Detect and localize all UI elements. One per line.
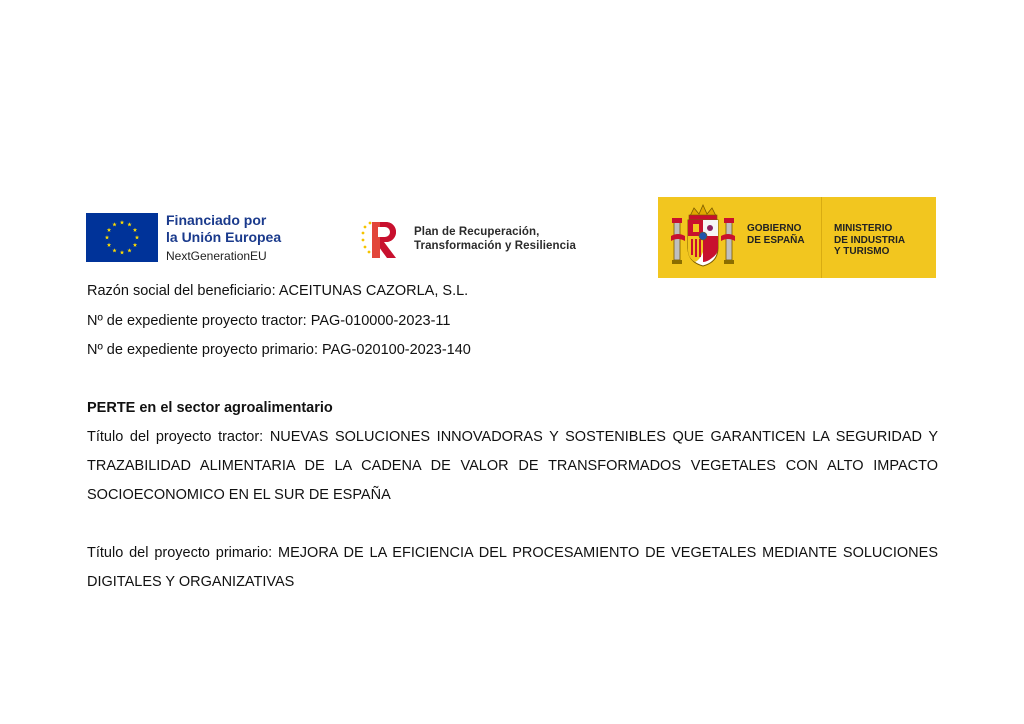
titulo-proyecto-tractor: Título del proyecto tractor: NUEVAS SOLUCIONES INNOVADORAS Y SOSTENIBLES QUE GARANTICEN LA SEGURIDAD Y TRAZABILIDAD ALIMENTARIA DE LA CADENA DE VALOR DE TRANSFORMADOS VEGETALES CON ALTO IMPACTO SOCIOECONOMICO EN EL SUR DE ESPAÑA	[87, 429, 938, 503]
perte-heading: PERTE en el sector agroalimentario	[87, 400, 333, 416]
government-logo	[658, 197, 936, 278]
eu-star-icon	[127, 248, 131, 252]
expediente-primario-text: Nº de expediente proyecto primario: PAG-020100-2023-140	[87, 342, 471, 358]
recovery-plan-logo	[360, 218, 576, 260]
eu-star-icon	[120, 220, 124, 224]
recovery-plan-line2: Transformación y Resiliencia	[414, 240, 576, 252]
eu-logo-line3: NextGenerationEU	[166, 249, 267, 263]
logo-divider	[821, 197, 822, 278]
ministerio-label: MINISTERIO DE INDUSTRIA Y TURISMO	[834, 223, 906, 257]
eu-star-icon	[127, 222, 131, 226]
eu-flag-icon	[86, 213, 158, 262]
eu-star-icon	[135, 235, 139, 239]
razon-social-text: Razón social del beneficiario: ACEITUNAS CAZORLA, S.L.	[87, 283, 469, 299]
eu-star-icon	[133, 228, 137, 232]
recovery-plan-emblem-icon	[360, 218, 408, 260]
eu-logo-line1: Financiado por	[166, 212, 267, 228]
eu-star-icon	[120, 250, 124, 254]
expediente-tractor-text: Nº de expediente proyecto tractor: PAG-010000-2023-11	[87, 313, 451, 329]
titulo-proyecto-primario: Título del proyecto primario: MEJORA DE LA EFICIENCIA DEL PROCESAMIENTO DE VEGETALES MEDIANTE SOLUCIONES DIGITALES Y ORGANIZATIVAS	[87, 545, 938, 590]
logo-banner	[0, 0, 1024, 280]
eu-logo-line2: la Unión Europea	[166, 229, 282, 245]
recovery-plan-line1: Plan de Recuperación,	[414, 226, 540, 238]
eu-star-icon	[133, 243, 137, 247]
eu-funding-logo	[86, 213, 281, 265]
eu-star-icon	[112, 222, 116, 226]
eu-star-icon	[107, 228, 111, 232]
spain-coat-of-arms-icon	[670, 202, 736, 272]
eu-star-icon	[112, 248, 116, 252]
eu-star-icon	[107, 243, 111, 247]
gobierno-de-espana-label: GOBIERNO DE ESPAÑA	[747, 223, 805, 246]
eu-star-icon	[105, 235, 109, 239]
